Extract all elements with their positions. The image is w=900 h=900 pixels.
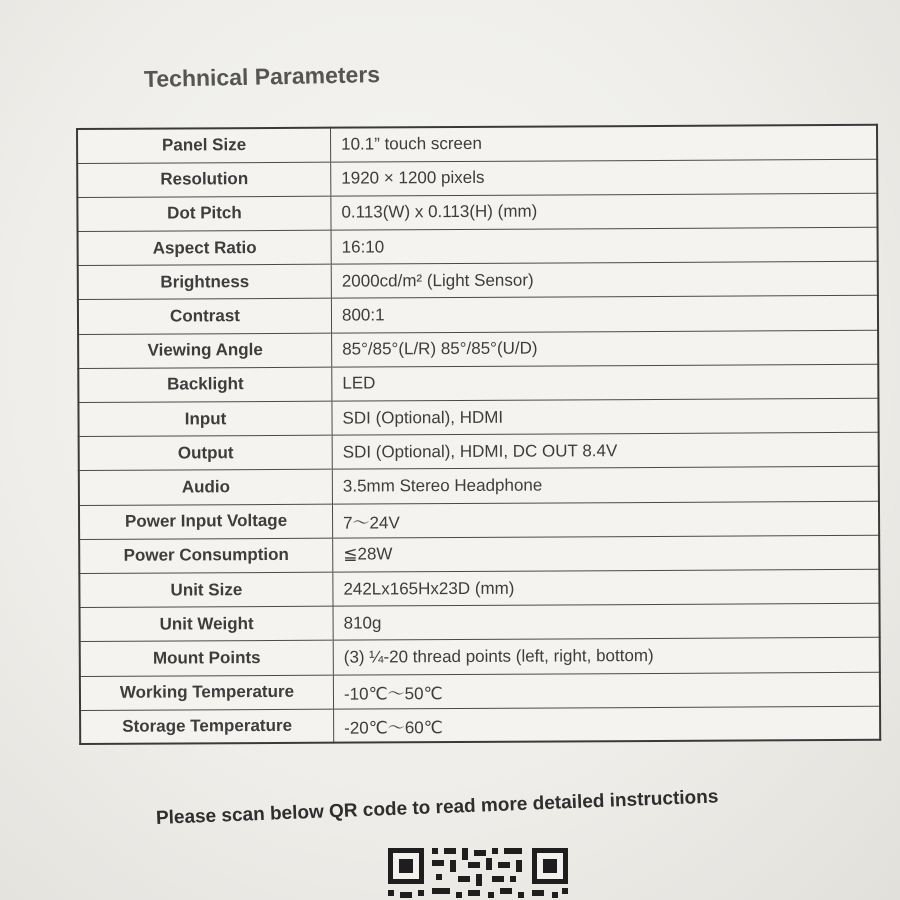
spec-label: Contrast <box>78 299 332 335</box>
spec-table <box>76 124 881 746</box>
spec-value: 16:10 <box>341 237 385 257</box>
spec-row <box>79 501 879 539</box>
spec-label: Audio <box>79 470 333 506</box>
spec-row <box>80 706 880 744</box>
spec-row <box>78 330 878 368</box>
spec-value: 7～24V <box>343 512 400 533</box>
spec-value: SDI (Optional), HDMI, DC OUT 8.4V <box>342 440 618 462</box>
spec-label: Output <box>79 435 333 471</box>
spec-row <box>78 262 878 300</box>
spec-row <box>80 603 880 641</box>
spec-value: LED <box>342 373 376 394</box>
spec-value: (3) ¼-20 thread points (left, right, bottom) <box>343 645 654 667</box>
spec-row <box>79 535 879 573</box>
spec-label: Power Consumption <box>79 538 333 574</box>
spec-value: 242Lx165Hx23D (mm) <box>343 578 515 599</box>
qr-code-icon[interactable] <box>388 848 570 900</box>
spec-label: Input <box>78 401 332 437</box>
spec-value: -10℃～50℃ <box>343 683 443 704</box>
spec-label: Brightness <box>78 264 332 300</box>
spec-label: Backlight <box>78 367 332 403</box>
spec-label: Aspect Ratio <box>78 230 332 266</box>
spec-value: 810g <box>343 613 382 633</box>
spec-label: Mount Points <box>80 640 334 676</box>
spec-label: Storage Temperature <box>80 709 334 745</box>
spec-value: 2000cd/m² (Light Sensor) <box>341 270 534 291</box>
spec-row <box>77 159 877 197</box>
spec-row <box>78 227 878 265</box>
spec-row <box>78 364 878 402</box>
spec-label: Resolution <box>77 162 331 198</box>
spec-table-body <box>77 125 880 745</box>
spec-value: 800:1 <box>341 305 385 325</box>
spec-label: Unit Size <box>79 572 333 608</box>
spec-row <box>77 193 877 231</box>
spec-value: 85°/85°(L/R) 85°/85°(U/D) <box>342 338 538 359</box>
spec-row <box>80 672 880 710</box>
spec-row <box>77 125 877 163</box>
document-title: Technical Parameters <box>143 61 381 92</box>
spec-value: -20℃～60℃ <box>344 717 443 738</box>
spec-row <box>78 296 878 334</box>
spec-label: Power Input Voltage <box>79 504 333 540</box>
spec-label: Unit Weight <box>80 606 334 642</box>
spec-row <box>79 432 879 470</box>
spec-label: Dot Pitch <box>77 196 331 232</box>
spec-value: 0.113(W) x 0.113(H) (mm) <box>341 202 538 223</box>
spec-row <box>78 398 878 436</box>
spec-row <box>80 638 880 676</box>
spec-value: 3.5mm Stereo Headphone <box>342 475 543 496</box>
qr-instructions-text: Please scan below QR code to read more detailed instructions <box>155 786 719 829</box>
spec-row <box>79 569 879 607</box>
spec-value: 10.1” touch screen <box>341 134 482 154</box>
spec-value: 1920 × 1200 pixels <box>341 168 485 188</box>
spec-value: ≦28W <box>343 544 393 564</box>
spec-label: Panel Size <box>77 128 331 164</box>
spec-label: Working Temperature <box>80 675 334 711</box>
spec-label: Viewing Angle <box>78 333 332 369</box>
spec-row <box>79 467 879 505</box>
spec-value: SDI (Optional), HDMI <box>342 407 504 428</box>
